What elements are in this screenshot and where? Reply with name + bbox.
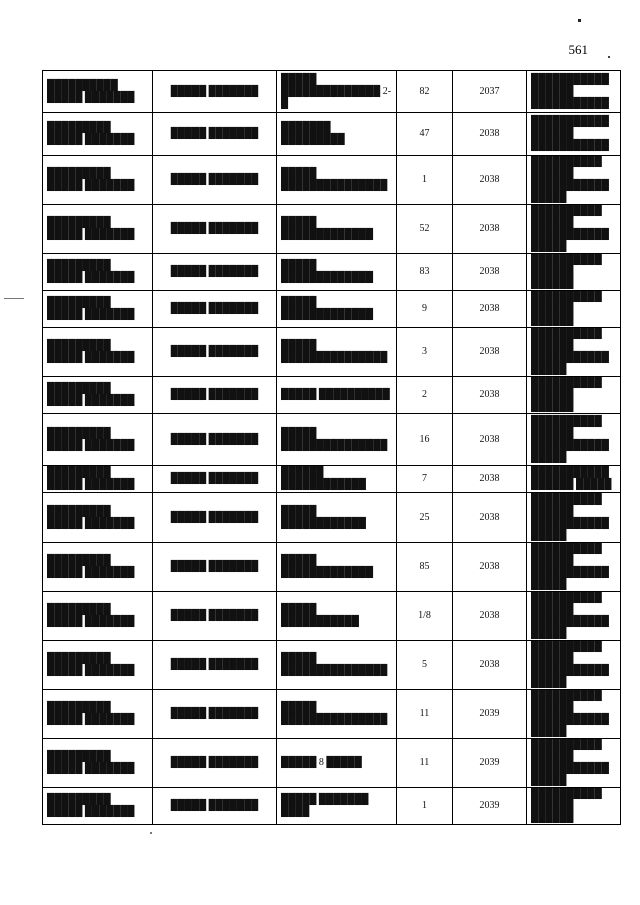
repair-schedule-table	[42, 70, 621, 825]
work-type-cell: ██████████ ██████ ███████████ █████	[527, 543, 621, 592]
repair-year-cell: 2038	[453, 493, 527, 543]
municipality-cell: █████████ █████ ███████	[43, 543, 153, 592]
street-cell: █████ ███████████████	[277, 156, 397, 205]
settlement-cell: █████ ███████	[153, 71, 277, 113]
repair-year-cell: 2039	[453, 788, 527, 825]
work-type-cell: ██████████ ██████ ███████████ █████	[527, 739, 621, 788]
settlement-cell: █████ ███████	[153, 592, 277, 641]
repair-year-cell: 2038	[453, 414, 527, 466]
settlement-cell: █████ ███████	[153, 205, 277, 254]
house-number-cell: 3	[397, 328, 453, 377]
scan-speck	[608, 56, 610, 58]
table-row	[43, 788, 621, 825]
work-type-cell: ██████████ ██████ ██████	[527, 291, 621, 328]
street-cell: █████ ███████████████	[277, 641, 397, 690]
house-number-cell: 85	[397, 543, 453, 592]
municipality-cell: █████████ █████ ███████	[43, 328, 153, 377]
repair-year-cell: 2038	[453, 156, 527, 205]
repair-year-cell: 2038	[453, 328, 527, 377]
table-body	[43, 71, 621, 825]
work-type-cell: ██████████ ██████ ███████████ █████	[527, 641, 621, 690]
table-row	[43, 156, 621, 205]
repair-year-cell: 2039	[453, 690, 527, 739]
settlement-cell: █████ ███████	[153, 328, 277, 377]
street-cell: █████ ███████████	[277, 592, 397, 641]
table-row	[43, 377, 621, 414]
house-number-cell: 2	[397, 377, 453, 414]
street-cell: █████ ███████████████	[277, 328, 397, 377]
work-type-cell: ██████████ ██████ ██████	[527, 377, 621, 414]
municipality-cell: █████████ █████ ███████	[43, 690, 153, 739]
settlement-cell: █████ ███████	[153, 466, 277, 493]
scan-mark	[4, 298, 24, 299]
street-cell: █████ █████████████	[277, 205, 397, 254]
house-number-cell: 52	[397, 205, 453, 254]
municipality-cell: █████████ █████ ███████	[43, 291, 153, 328]
house-number-cell: 16	[397, 414, 453, 466]
street-cell: █████ 8 █████	[277, 739, 397, 788]
settlement-cell: █████ ███████	[153, 641, 277, 690]
house-number-cell: 82	[397, 71, 453, 113]
table-row	[43, 254, 621, 291]
municipality-cell: █████████ █████ ███████	[43, 205, 153, 254]
house-number-cell: 83	[397, 254, 453, 291]
repair-year-cell: 2038	[453, 641, 527, 690]
work-type-cell: ███████████ ██████ █████	[527, 466, 621, 493]
work-type-cell: ██████████ ██████ ███████████ █████	[527, 205, 621, 254]
page-number: 561	[568, 42, 588, 57]
work-type-cell: ██████████ ██████ ███████████ █████	[527, 156, 621, 205]
municipality-cell: ██████████ █████ ███████	[43, 71, 153, 113]
table-row	[43, 291, 621, 328]
street-cell: █████ █████████████	[277, 254, 397, 291]
scan-speck	[150, 832, 152, 834]
street-cell: █████ ██████████	[277, 377, 397, 414]
municipality-cell: █████████ █████ ███████	[43, 788, 153, 825]
repair-year-cell: 2038	[453, 254, 527, 291]
house-number-cell: 11	[397, 690, 453, 739]
municipality-cell: █████████ █████ ███████	[43, 466, 153, 493]
table-row	[43, 690, 621, 739]
table-row	[43, 328, 621, 377]
scan-speck	[578, 19, 581, 22]
repair-year-cell: 2039	[453, 739, 527, 788]
municipality-cell: █████████ █████ ███████	[43, 414, 153, 466]
repair-year-cell: 2037	[453, 71, 527, 113]
house-number-cell: 25	[397, 493, 453, 543]
repair-year-cell: 2038	[453, 592, 527, 641]
table-row	[43, 543, 621, 592]
table-row	[43, 71, 621, 113]
house-number-cell: 11	[397, 739, 453, 788]
table-row	[43, 113, 621, 156]
municipality-cell: █████████ █████ ███████	[43, 641, 153, 690]
house-number-cell: 5	[397, 641, 453, 690]
repair-year-cell: 2038	[453, 113, 527, 156]
municipality-cell: █████████ █████ ███████	[43, 377, 153, 414]
work-type-cell: ██████████ ██████ ███████████ █████	[527, 690, 621, 739]
table-row	[43, 493, 621, 543]
work-type-cell: ██████████ ██████ ███████████ █████	[527, 493, 621, 543]
work-type-cell: ██████████ ██████ ██████	[527, 254, 621, 291]
work-type-cell: ██████████ ██████ ███████████ █████	[527, 414, 621, 466]
street-cell: ███████ █████████	[277, 113, 397, 156]
repair-year-cell: 2038	[453, 543, 527, 592]
house-number-cell: 9	[397, 291, 453, 328]
table-row	[43, 739, 621, 788]
settlement-cell: █████ ███████	[153, 254, 277, 291]
municipality-cell: █████████ █████ ███████	[43, 739, 153, 788]
table-row	[43, 414, 621, 466]
street-cell: █████ ███████████████	[277, 414, 397, 466]
settlement-cell: █████ ███████	[153, 113, 277, 156]
street-cell: █████ █████████████	[277, 291, 397, 328]
settlement-cell: █████ ███████	[153, 414, 277, 466]
work-type-cell: ███████████ ██████ ███████████	[527, 71, 621, 113]
settlement-cell: █████ ███████	[153, 690, 277, 739]
work-type-cell: ██████████ ██████ ███████████ █████	[527, 592, 621, 641]
municipality-cell: █████████ █████ ███████	[43, 592, 153, 641]
street-cell: █████ ██████████████ 2-█	[277, 71, 397, 113]
house-number-cell: 7	[397, 466, 453, 493]
street-cell: ██████ ████████████	[277, 466, 397, 493]
table-row	[43, 641, 621, 690]
table-row	[43, 466, 621, 493]
repair-year-cell: 2038	[453, 377, 527, 414]
settlement-cell: █████ ███████	[153, 377, 277, 414]
street-cell: █████ ███████ ████	[277, 788, 397, 825]
house-number-cell: 47	[397, 113, 453, 156]
work-type-cell: ██████████ ██████ ███████████ █████	[527, 328, 621, 377]
work-type-cell: ██████████ ██████ ██████	[527, 788, 621, 825]
street-cell: █████ ████████████	[277, 493, 397, 543]
municipality-cell: █████████ █████ ███████	[43, 113, 153, 156]
house-number-cell: 1/8	[397, 592, 453, 641]
house-number-cell: 1	[397, 788, 453, 825]
repair-year-cell: 2038	[453, 205, 527, 254]
house-number-cell: 1	[397, 156, 453, 205]
table-row	[43, 592, 621, 641]
municipality-cell: █████████ █████ ███████	[43, 156, 153, 205]
settlement-cell: █████ ███████	[153, 543, 277, 592]
settlement-cell: █████ ███████	[153, 291, 277, 328]
street-cell: █████ █████████████	[277, 543, 397, 592]
settlement-cell: █████ ███████	[153, 156, 277, 205]
settlement-cell: █████ ███████	[153, 788, 277, 825]
settlement-cell: █████ ███████	[153, 739, 277, 788]
street-cell: █████ ███████████████	[277, 690, 397, 739]
repair-year-cell: 2038	[453, 291, 527, 328]
municipality-cell: █████████ █████ ███████	[43, 493, 153, 543]
repair-year-cell: 2038	[453, 466, 527, 493]
municipality-cell: █████████ █████ ███████	[43, 254, 153, 291]
settlement-cell: █████ ███████	[153, 493, 277, 543]
table-row	[43, 205, 621, 254]
work-type-cell: ███████████ ██████ ███████████	[527, 113, 621, 156]
